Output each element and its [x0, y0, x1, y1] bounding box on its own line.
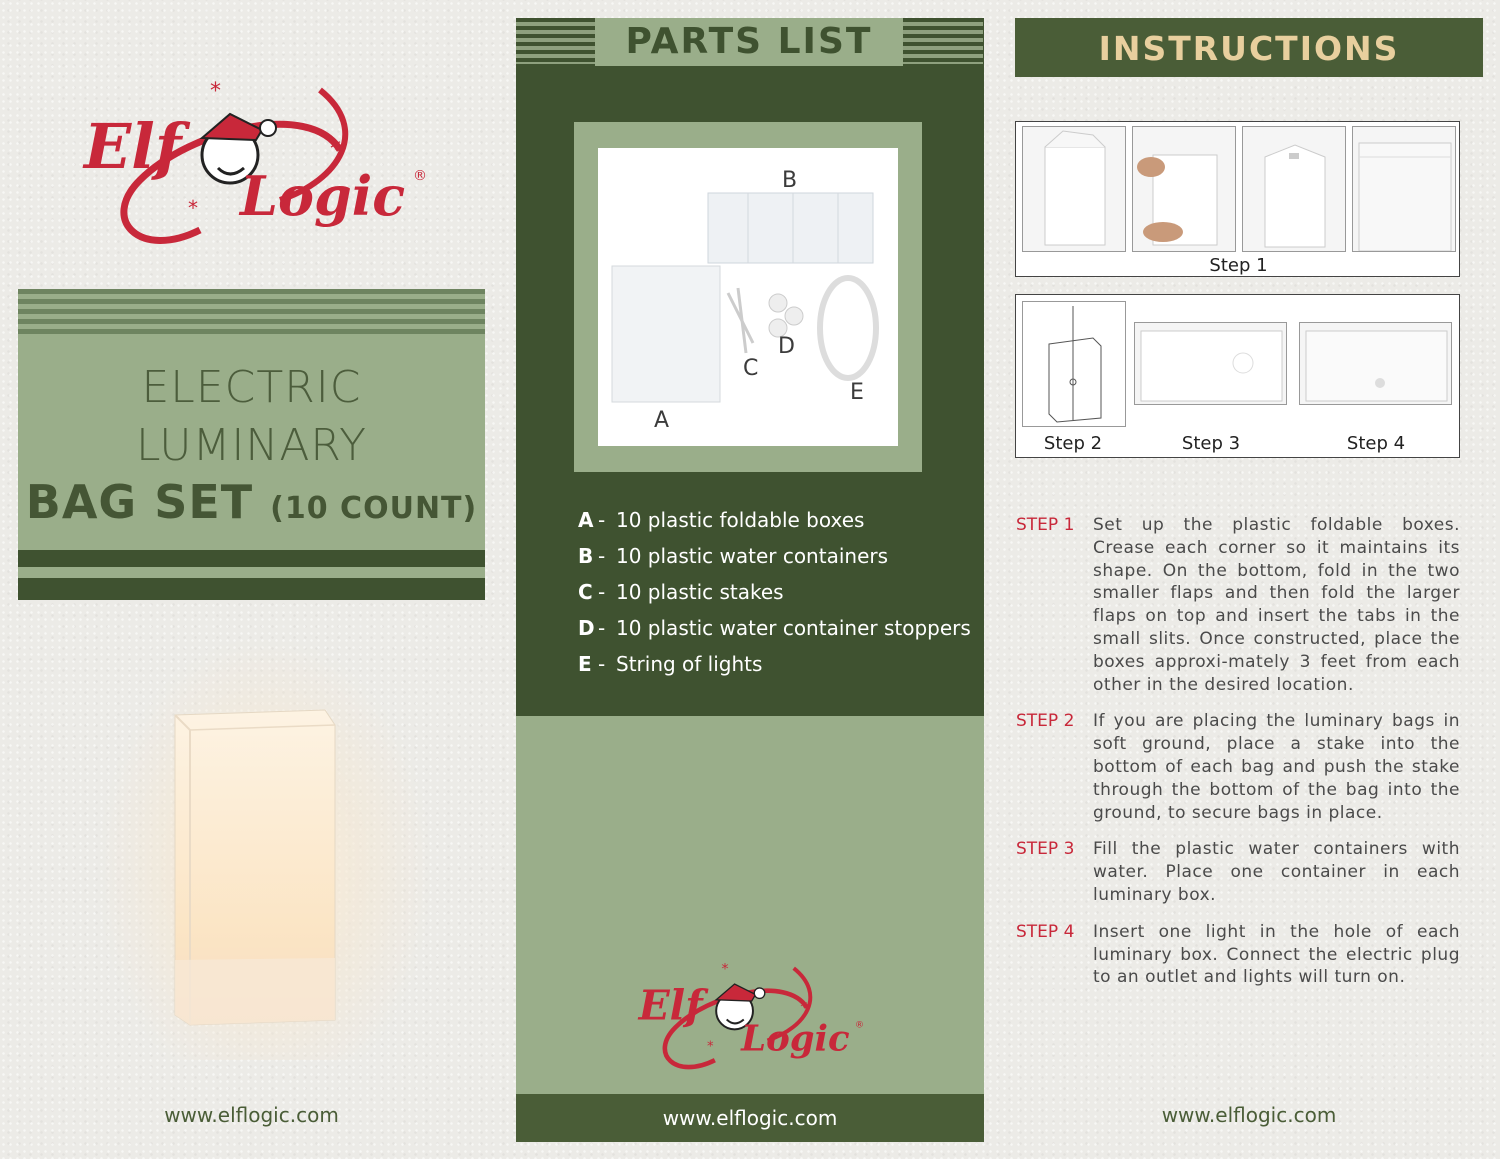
svg-text:Elf: Elf — [638, 981, 703, 1030]
elf-logic-logo-small — [636, 955, 866, 1080]
parts-photo — [598, 148, 898, 446]
step1-photo-3 — [1242, 126, 1346, 252]
caption-step3: Step 3 — [1181, 433, 1241, 454]
step1-photo-1 — [1022, 126, 1126, 252]
list-item: D - 10 plastic water container stoppers — [578, 616, 971, 640]
svg-text:*: * — [706, 1039, 714, 1055]
photo-label-d: D — [778, 334, 795, 359]
parts-list — [578, 508, 978, 688]
step-text: Fill the plastic water containers with water. Place one container in each luminary box. — [1093, 839, 1460, 905]
step1-photo-2 — [1132, 126, 1236, 252]
photo-label-e: E — [850, 380, 864, 405]
step-text: Set up the plastic foldable boxes. Crease each corner so it maintains its shape. On the bottom, fold in the two smaller flaps and then fold the larger flaps on top and insert the tabs in the small slits. Once constructed, place the boxes approxi-mately 3 feet from each other in the desired location. — [1093, 515, 1460, 695]
step3-photo — [1134, 322, 1287, 405]
list-item: A - 10 plastic foldable boxes — [578, 508, 865, 532]
title-line-luminary: LUMINARY — [135, 420, 368, 471]
step4-photo — [1299, 322, 1452, 405]
caption-step2: Step 2 — [1043, 433, 1103, 454]
title-line-electric: ELECTRIC — [141, 362, 362, 413]
instruction-step — [1016, 710, 1460, 824]
photo-label-a: A — [654, 408, 670, 433]
svg-text:®: ® — [854, 1019, 865, 1031]
parts-header-stripes-left — [516, 18, 596, 64]
elf-logic-logo — [80, 70, 430, 260]
svg-text:*: * — [800, 999, 808, 1016]
logo-text-elf: Elf — [84, 110, 182, 183]
instruction-step — [1016, 838, 1460, 906]
step2-diagram — [1022, 301, 1126, 427]
caption-step1: Step 1 — [1209, 255, 1268, 276]
step-label: STEP 2 — [1016, 711, 1075, 732]
step-label: STEP 1 — [1016, 515, 1075, 535]
parts-list-title: PARTS LIST — [595, 18, 903, 66]
title-count: (10 COUNT) — [270, 491, 478, 526]
step-text: Insert one light in the hole of each luminary box. Connect the electric plug to an outlet and lights will turn on. — [1093, 921, 1460, 988]
title-bag-set: BAG SET — [25, 475, 254, 529]
step-text: If you are placing the luminary bags in soft ground, place a stake into the bottom of each bag and push the stake through the bottom of the bag into the ground, to secure bags in place. — [1093, 711, 1460, 823]
photo-label-c: C — [743, 356, 759, 381]
list-item: B - 10 plastic water containers — [578, 544, 889, 568]
svg-text:*: * — [210, 79, 221, 104]
step-label: STEP 3 — [1016, 839, 1075, 860]
svg-text:*: * — [188, 196, 198, 220]
photo-label-b: B — [782, 168, 798, 193]
footer-url-middle[interactable]: www.elflogic.com — [662, 1106, 838, 1130]
parts-footer — [516, 1094, 984, 1142]
instruction-steps — [1016, 514, 1460, 1003]
instruction-step — [1016, 514, 1460, 696]
footer-url-left[interactable]: www.elflogic.com — [164, 1103, 339, 1127]
list-item: E - String of lights — [578, 652, 763, 676]
footer-url-right[interactable]: www.elflogic.com — [1161, 1103, 1337, 1127]
step1-photo-4 — [1352, 126, 1456, 252]
instructions-title: INSTRUCTIONS — [1015, 18, 1483, 77]
lantern-image — [160, 700, 360, 1040]
caption-step4: Step 4 — [1346, 433, 1406, 454]
svg-text:*: * — [721, 961, 729, 978]
step-label: STEP 4 — [1016, 921, 1075, 942]
list-item: C - 10 plastic stakes — [578, 580, 784, 604]
logo-text-logic: Logic — [240, 164, 406, 228]
step2-4-photo-box — [1015, 294, 1460, 458]
title-line-bag-set — [18, 475, 485, 529]
instruction-step — [1016, 921, 1460, 989]
step1-photo-box — [1015, 121, 1460, 277]
svg-text:Logic: Logic — [741, 1018, 850, 1060]
svg-text:®: ® — [413, 168, 427, 184]
svg-text:*: * — [330, 137, 341, 162]
parts-header-stripes-right — [903, 18, 983, 64]
